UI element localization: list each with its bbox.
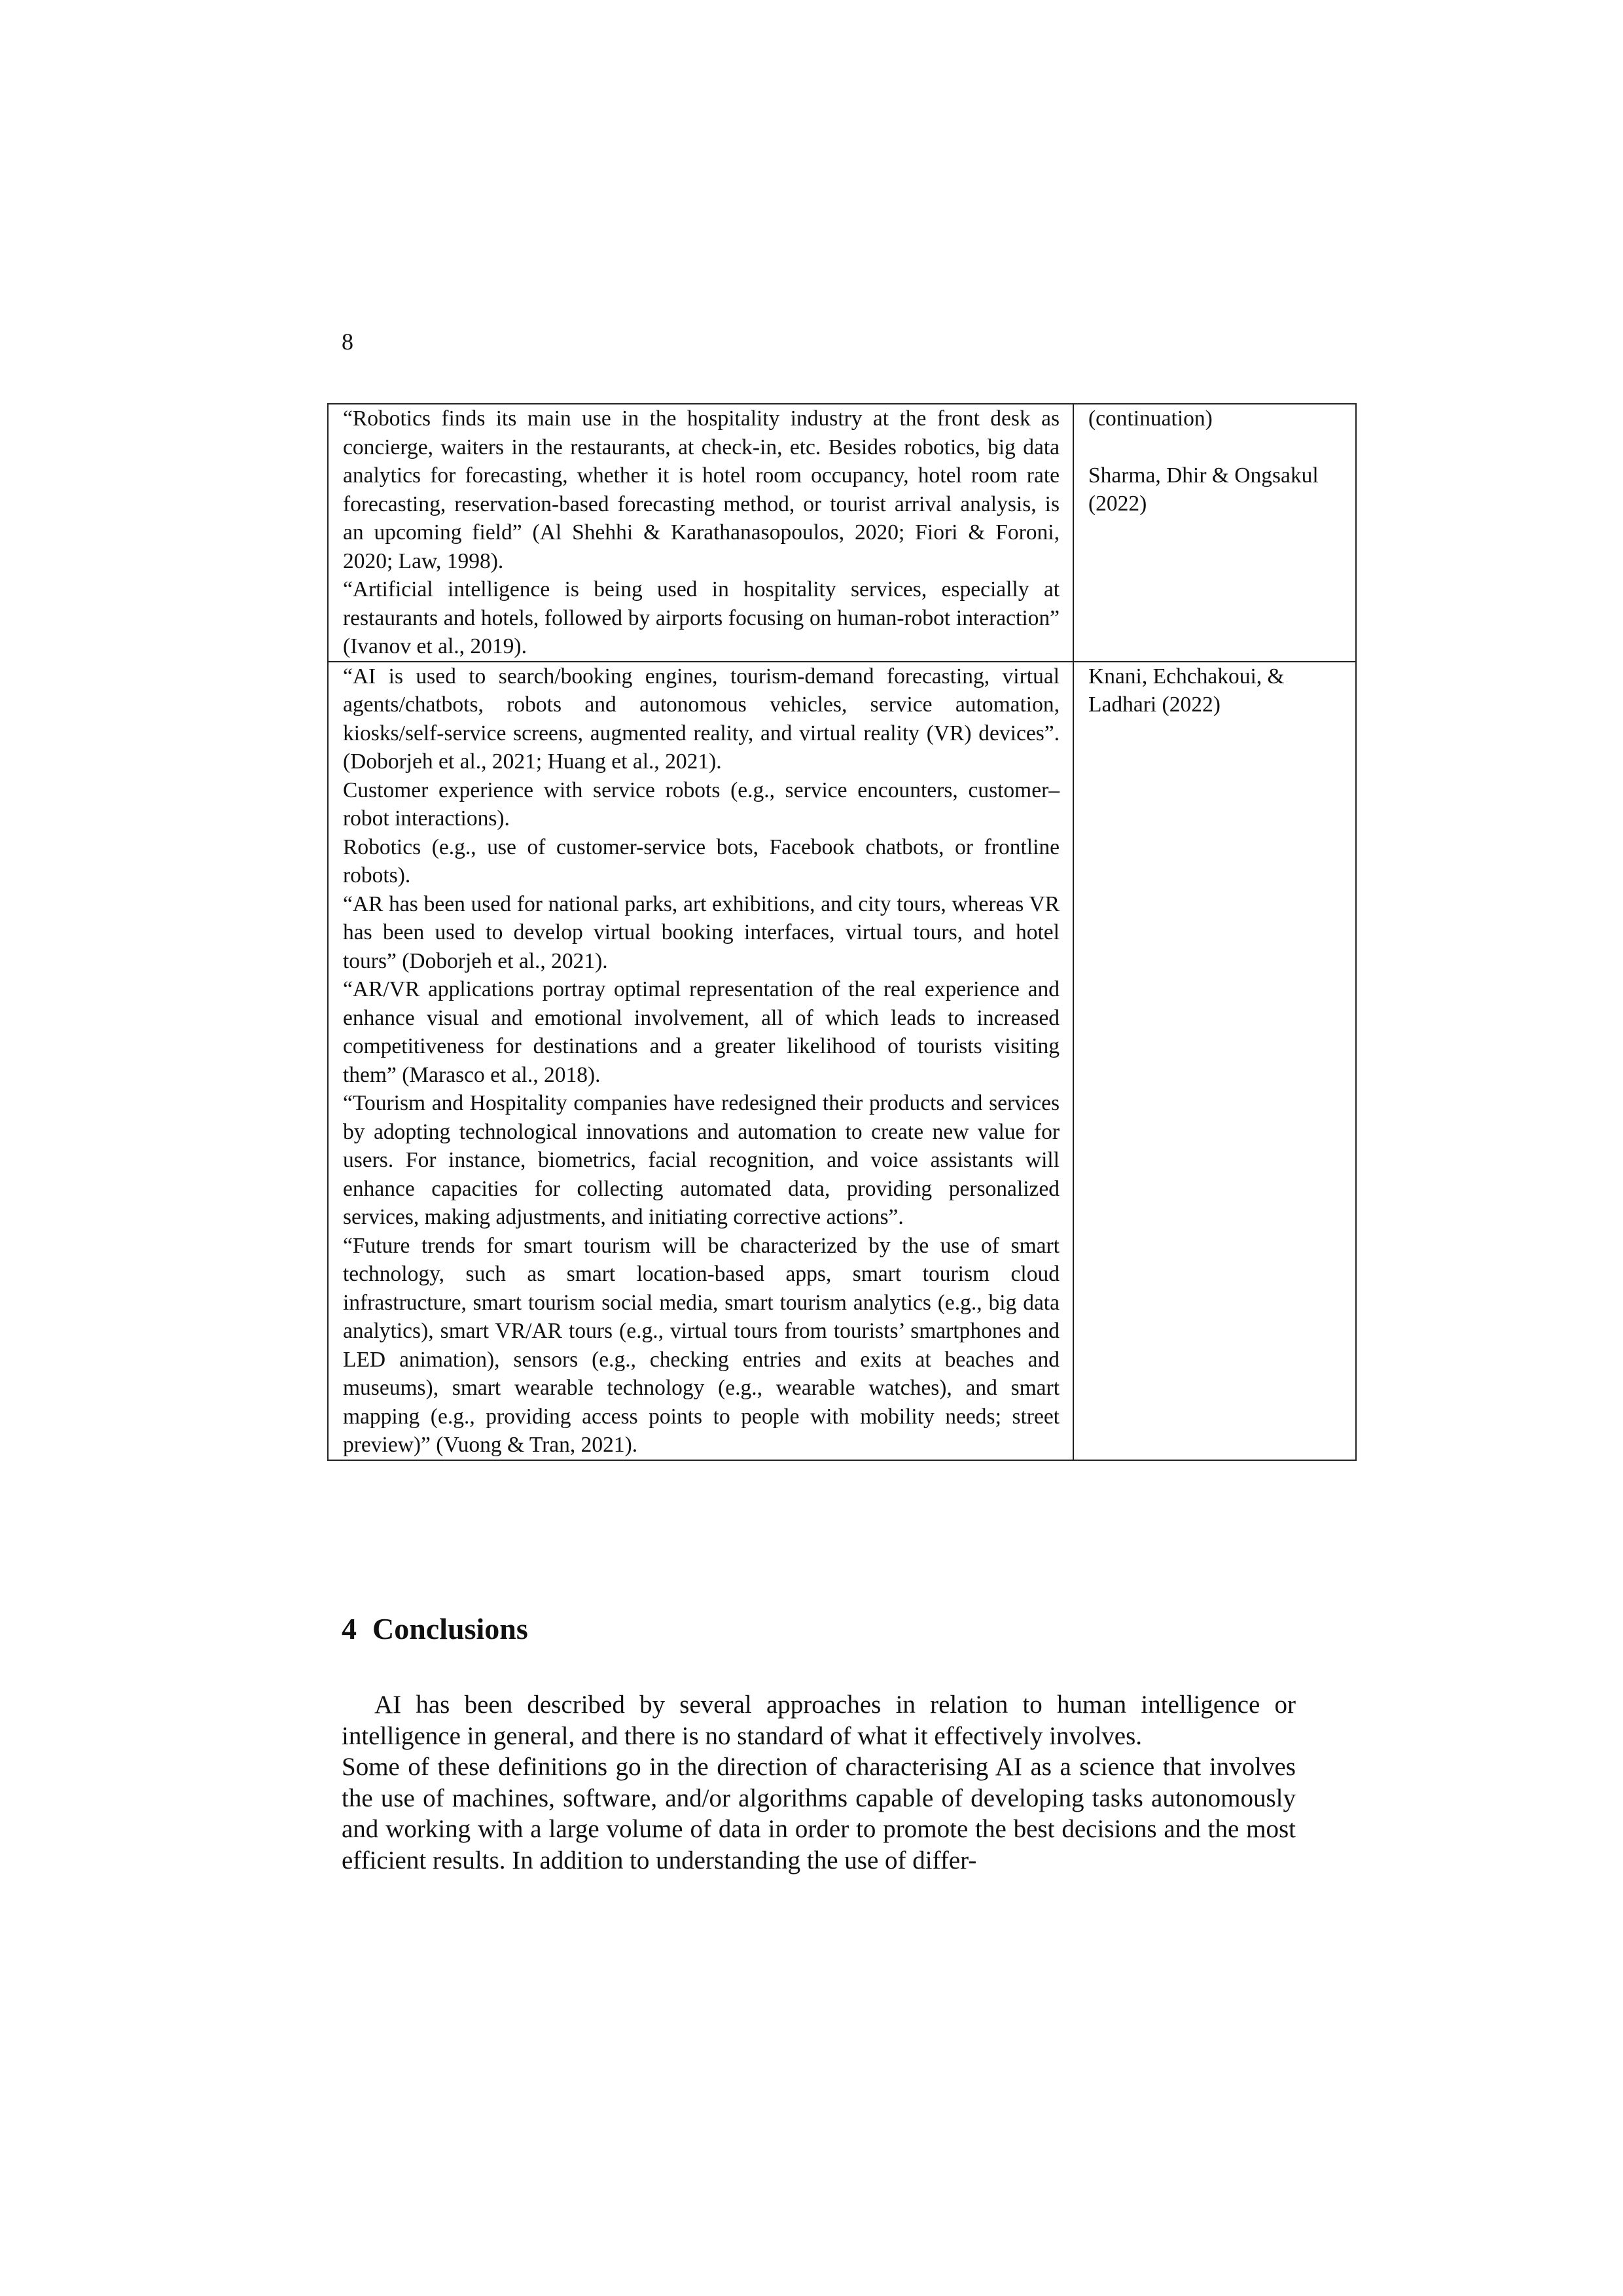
quote-paragraph: “Artificial intelligence is being used in hospitality services, especially at restaurants and hotels, followed by airports focusing on human-robot interaction” (Ivanov et al., 2019). — [343, 577, 1060, 658]
section-heading — [342, 1614, 528, 1644]
body-paragraph: Some of these definitions go in the direction of characterising AI as a science that involves the use of machines, software, and/or algorithms capable of developing tasks autonomously and working with a large volume of data in order to promote the best decisions and the most efficient results. In addition to understanding the use of differ- — [342, 1753, 1296, 1874]
source-citation: Sharma, Dhir & Ongsakul (2022) — [1088, 463, 1319, 516]
quote-cell — [328, 404, 1073, 662]
page-number: 8 — [342, 329, 353, 355]
body-paragraph: AI has been described by several approaches in relation to human intelligence or intelligence in general, and there is no standard of what it effectively involves. — [342, 1691, 1296, 1750]
section-number: 4 — [342, 1612, 357, 1645]
quote-paragraph: “AR has been used for national parks, art exhibitions, and city tours, whereas VR has been used to develop virtual booking interfaces, virtual tours, and hotel tours” (Doborjeh et al., 2021). — [343, 891, 1060, 973]
literature-table — [327, 403, 1357, 1461]
source-cell — [1073, 662, 1356, 1460]
table-row — [328, 662, 1356, 1460]
quote-cell — [328, 662, 1073, 1460]
quote-paragraph: “AR/VR applications portray optimal representation of the real experience and enhance visual and emotional involvement, all of which leads to increased competitiveness for destinations and a greater likelihood of tourists visiting them” (Marasco et al., 2018). — [343, 977, 1060, 1087]
section-body — [342, 1689, 1296, 1876]
table-row — [328, 404, 1356, 662]
quote-paragraph: “Future trends for smart tourism will be characterized by the use of smart technology, such as smart location-based apps, smart tourism cloud infrastructure, smart tourism social media, smart tourism analytics (e.g., big data analytics), smart VR/AR tours (e.g., virtual tours from tourists’ smartphones and LED animation), sensors (e.g., checking entries and exits at beaches and museums), smart wearable technology (e.g., wearable watches), and smart mapping (e.g., providing access points to people with mobility needs; street preview)” (Vuong & Tran, 2021). — [343, 1233, 1060, 1457]
quote-paragraph: “AI is used to search/booking engines, tourism-demand forecasting, virtual agents/chatbots, robots and autonomous vehicles, service automation, kiosks/self-service screens, augmented reality, and virtual reality (VR) devices”. (Doborjeh et al., 2021; Huang et al., 2021). — [343, 664, 1060, 774]
spacer — [1088, 433, 1342, 461]
section-title: Conclusions — [372, 1612, 528, 1645]
quote-paragraph: Robotics (e.g., use of customer-service bots, Facebook chatbots, or frontline robots). — [343, 834, 1060, 888]
continuation-label: (continuation) — [1088, 406, 1213, 431]
source-citation: Knani, Echchakoui, & Ladhari (2022) — [1088, 664, 1285, 717]
source-cell — [1073, 404, 1356, 662]
quote-paragraph: “Tourism and Hospitality companies have redesigned their products and services by adopting technological innovations and automation to create new value for users. For instance, biometrics, facial recognition, and voice assistants will enhance capacities for collecting automated data, providing personalized services, making adjustments, and initiating corrective actions”. — [343, 1091, 1060, 1229]
quote-paragraph: Customer experience with service robots (e.g., service encounters, customer–robot interactions). — [343, 778, 1060, 831]
literature-table-container — [327, 403, 1319, 1461]
quote-paragraph: “Robotics finds its main use in the hospitality industry at the front desk as concierge, waiters in the restaurants, at check-in, etc. Besides robotics, big data analytics for forecasting, whether it is hotel room occupancy, hotel room rate forecasting, reservation-based forecasting method, or tourist arrival analysis, is an upcoming field” (Al Shehhi & Karathanasopoulos, 2020; Fiori & Foroni, 2020; Law, 1998). — [343, 406, 1060, 573]
